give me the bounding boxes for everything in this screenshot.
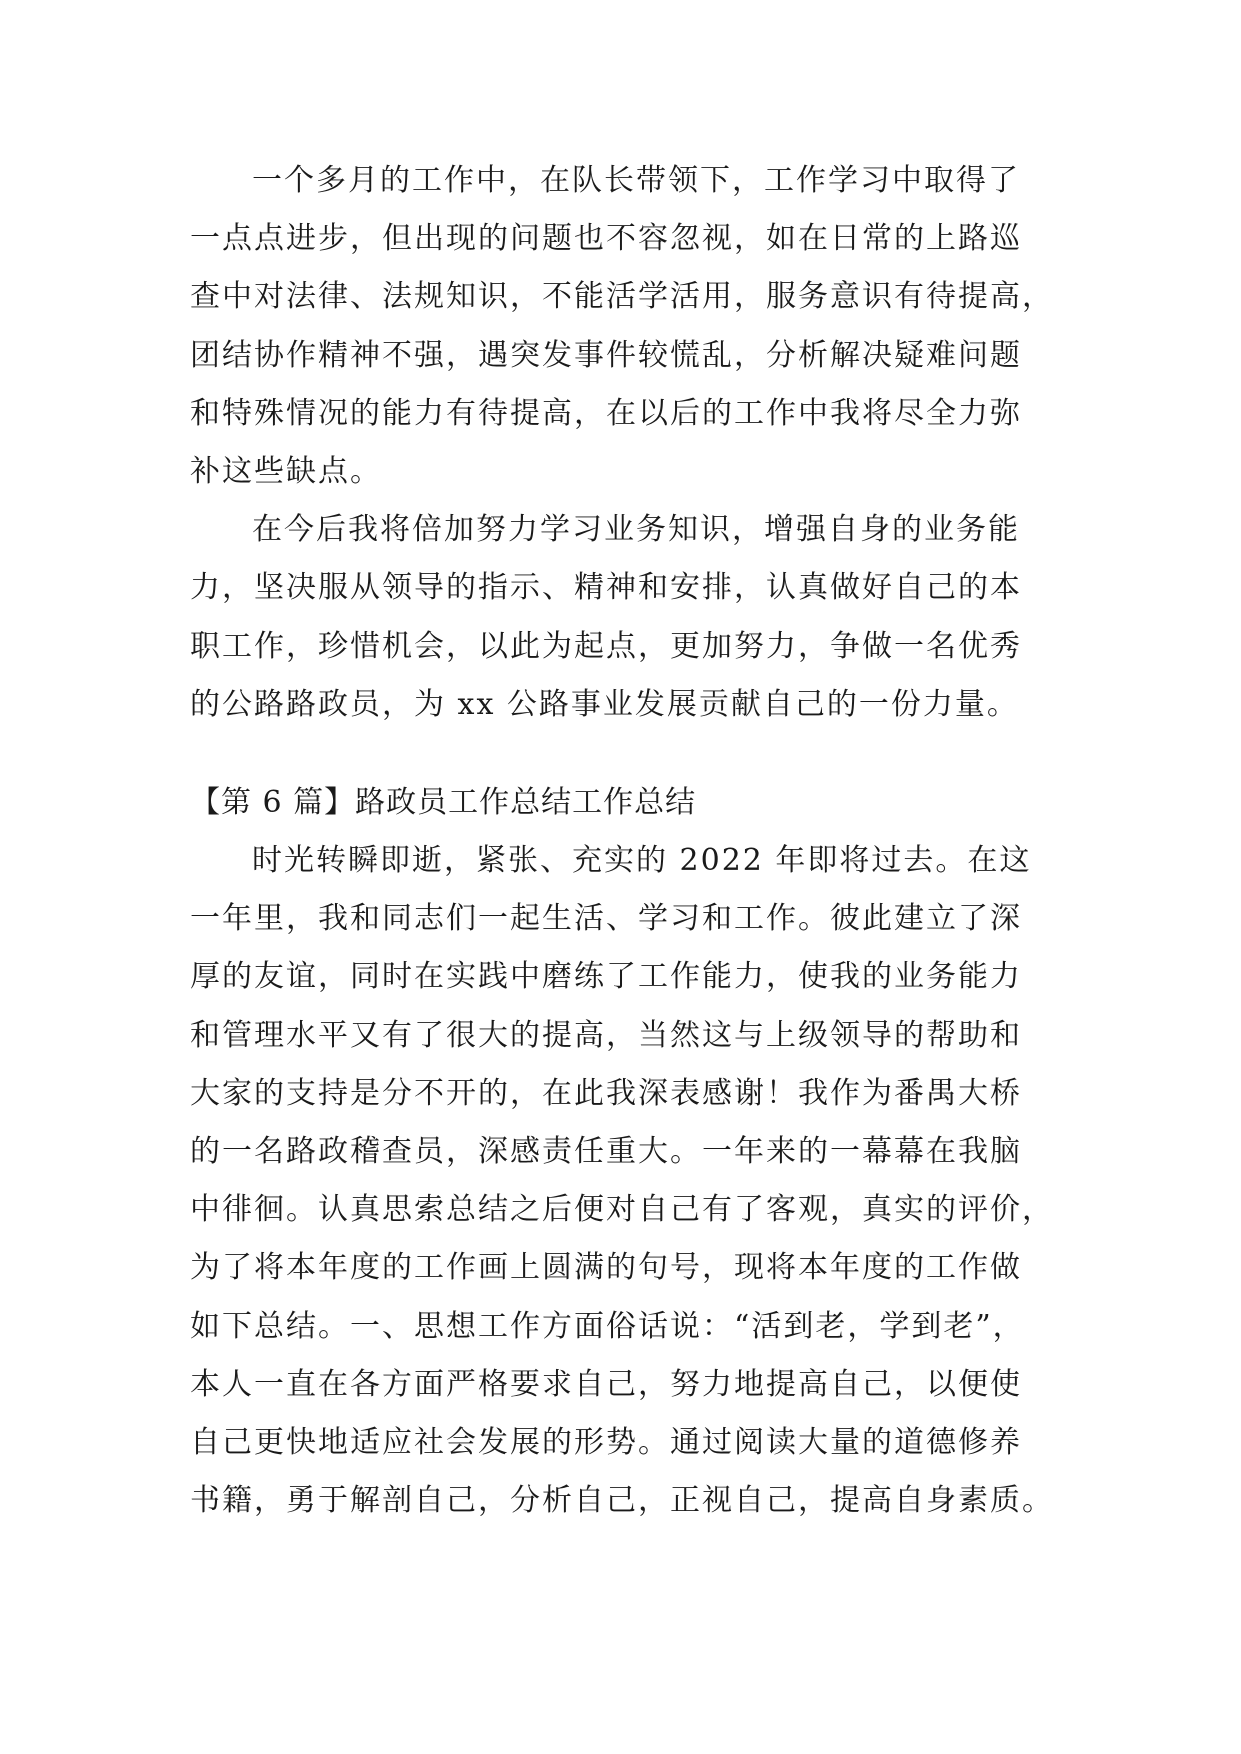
text-line: 和特殊情况的能力有待提高，在以后的工作中我将尽全力弥 — [190, 395, 1022, 431]
text-line: 一年里，我和同志们一起生活、学习和工作。彼此建立了深 — [190, 901, 1022, 937]
paragraph-3 — [190, 832, 1054, 1530]
text-line: 一个多月的工作中，在队长带领下，工作学习中取得了 — [252, 163, 1020, 198]
text-line: 的一名路政稽查员，深感责任重大。一年来的一幕幕在我脑 — [190, 1134, 1022, 1169]
text-line: 书籍，勇于解剖自己，分析自己，正视自己，提高自身素质。 — [190, 1483, 1054, 1519]
text-line: 大家的支持是分不开的，在此我深表感谢！我作为番禺大桥 — [190, 1075, 1022, 1111]
text-line: 职工作，珍惜机会，以此为起点，更加努力，争做一名优秀 — [190, 628, 1022, 664]
text-line: 本人一直在各方面严格要求自己，努力地提高自己，以便使 — [190, 1366, 1022, 1402]
section-heading: 【第 6 篇】路政员工作总结工作总结 — [190, 784, 697, 820]
document-body — [190, 152, 1054, 1530]
text-line: 和管理水平又有了很大的提高，当然这与上级领导的帮助和 — [190, 1017, 1022, 1053]
text-line: 时光转瞬即逝，紧张、充实的 2022 年即将过去。在这 — [252, 843, 1032, 879]
text-line: 一点点进步，但出现的问题也不容忽视，如在日常的上路巡 — [190, 221, 1022, 257]
section-spacer — [190, 734, 1050, 774]
text-line: 在今后我将倍加努力学习业务知识，增强自身的业务能 — [252, 512, 1020, 548]
text-line: 的公路路政员，为 xx 公路事业发展贡献自己的一份力量。 — [190, 686, 1019, 722]
text-line: 查中对法律、法规知识，不能活学活用，服务意识有待提高， — [190, 279, 1054, 315]
text-line: 如下总结。一、思想工作方面俗话说：“活到老，学到老”， — [190, 1308, 1025, 1344]
paragraph-2 — [190, 501, 1050, 734]
text-line: 补这些缺点。 — [190, 453, 382, 489]
text-line: 为了将本年度的工作画上圆满的句号，现将本年度的工作做 — [190, 1250, 1022, 1286]
text-line: 团结协作精神不强，遇突发事件较慌乱，分析解决疑难问题 — [190, 337, 1022, 373]
text-line: 中徘徊。认真思索总结之后便对自己有了客观，真实的评价， — [190, 1192, 1054, 1228]
text-line: 力，坚决服从领导的指示、精神和安排，认真做好自己的本 — [190, 570, 1022, 606]
text-line: 厚的友谊，同时在实践中磨练了工作能力，使我的业务能力 — [190, 959, 1022, 995]
text-line: 自己更快地适应社会发展的形势。通过阅读大量的道德修养 — [190, 1424, 1022, 1460]
paragraph-1 — [190, 152, 1054, 501]
